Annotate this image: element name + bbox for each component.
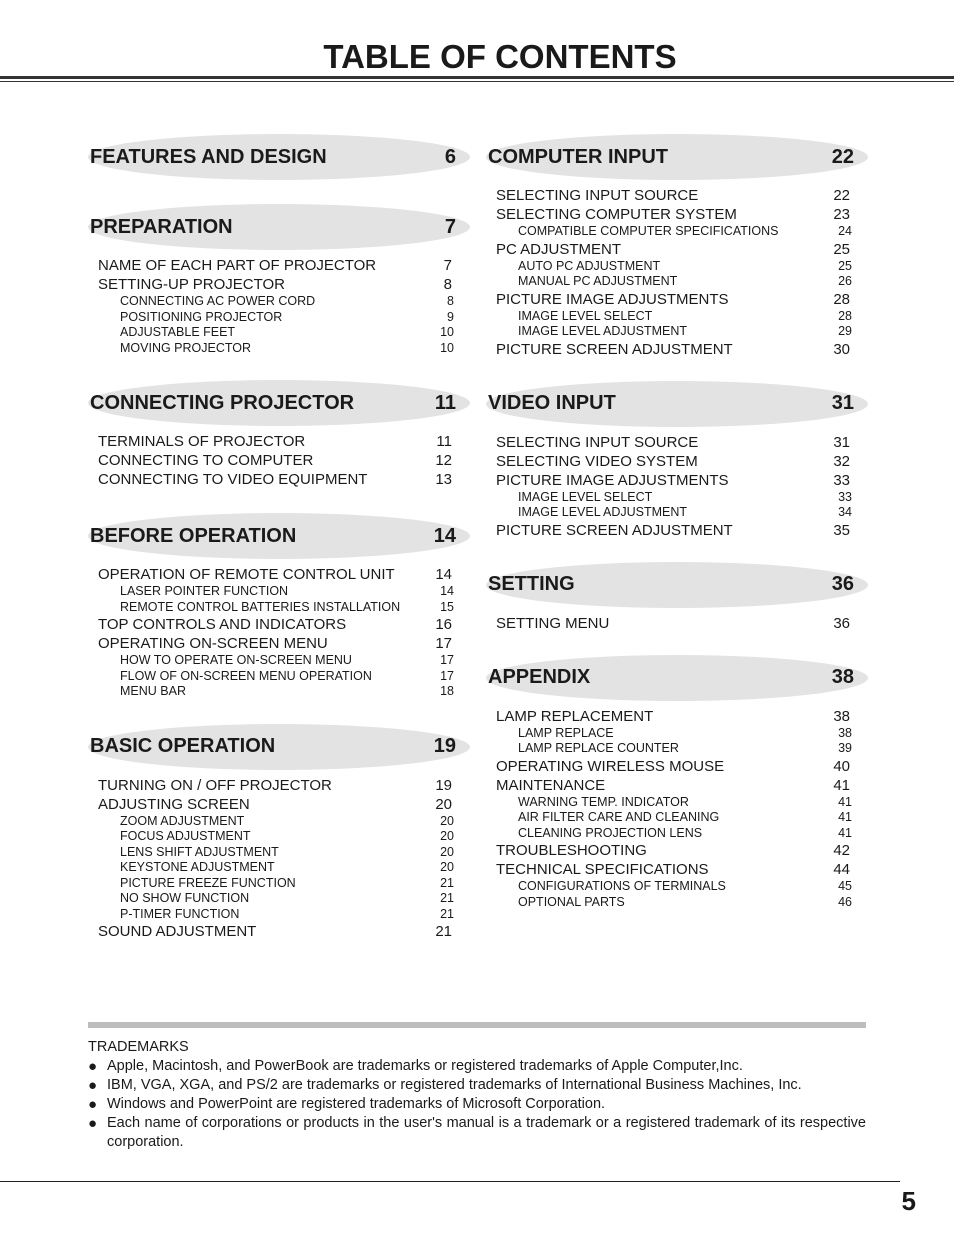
entry-label: MOVING PROJECTOR	[120, 340, 252, 355]
entry-label: NAME OF EACH PART OF PROJECTOR	[98, 257, 377, 274]
toc-entry[interactable]	[496, 757, 862, 776]
entry-label: OPTIONAL PARTS	[518, 894, 625, 909]
toc-entry[interactable]	[496, 290, 862, 309]
bullet-icon: ●	[88, 1115, 98, 1132]
trademarks-divider	[88, 1022, 866, 1028]
entry-page-number: 21	[440, 891, 454, 905]
entry-page-number: 25	[833, 240, 850, 258]
entry-page-number: 15	[440, 599, 454, 614]
toc-subentry[interactable]	[496, 895, 862, 911]
entry-page-number: 11	[436, 433, 452, 450]
toc-entry[interactable]	[496, 521, 862, 540]
entry-page-number: 17	[440, 668, 454, 683]
entry-page-number: 44	[833, 861, 850, 878]
toc-entry[interactable]	[496, 841, 862, 860]
section-entries	[88, 256, 464, 356]
entry-page-number: 8	[443, 276, 452, 293]
section-header[interactable]	[486, 562, 862, 608]
toc-section	[88, 724, 464, 942]
entry-page-number: 29	[838, 324, 852, 338]
entry-page-number: 28	[833, 290, 850, 308]
entry-label: P-TIMER FUNCTION	[120, 906, 240, 921]
toc-entry[interactable]	[98, 432, 464, 451]
entry-page-number: 28	[838, 308, 852, 323]
entry-label: CONNECTING AC POWER CORD	[120, 294, 316, 308]
section-header[interactable]	[88, 724, 464, 770]
section-title: SETTING	[488, 573, 575, 595]
toc-subentry[interactable]	[496, 259, 862, 275]
section-entries	[486, 186, 862, 359]
entry-page-number: 20	[435, 795, 452, 813]
page-title: TABLE OF CONTENTS	[323, 38, 677, 75]
bullet-icon: ●	[88, 1077, 98, 1094]
section-title: APPENDIX	[488, 666, 591, 688]
entry-label: PICTURE SCREEN ADJUSTMENT	[496, 521, 733, 539]
entry-label: AIR FILTER CARE AND CLEANING	[518, 810, 720, 824]
trademark-text: IBM, VGA, XGA, and PS/2 are trademarks or registered trademarks of International Business Machines, Inc.	[107, 1077, 802, 1093]
toc-entry[interactable]	[496, 340, 862, 359]
entry-page-number: 31	[833, 433, 850, 451]
entry-label: PICTURE FREEZE FUNCTION	[120, 875, 296, 890]
page-number: 5	[901, 1186, 916, 1216]
section-page-number: 31	[831, 392, 854, 414]
entry-label: SETTING-UP PROJECTOR	[98, 276, 285, 293]
entry-label: LAMP REPLACE	[518, 725, 614, 740]
toc-subentry[interactable]	[98, 341, 464, 357]
section-page-number: 14	[433, 524, 456, 547]
entry-label: LAMP REPLACE COUNTER	[518, 741, 679, 755]
entry-page-number: 19	[435, 776, 452, 794]
toc-subentry[interactable]	[98, 310, 464, 326]
entry-label: SELECTING INPUT SOURCE	[496, 187, 699, 204]
toc-subentry[interactable]	[98, 860, 464, 876]
entry-page-number: 10	[440, 325, 454, 339]
toc-subentry[interactable]	[98, 600, 464, 616]
entry-label: IMAGE LEVEL ADJUSTMENT	[518, 505, 688, 519]
entry-label: ZOOM ADJUSTMENT	[120, 813, 245, 828]
section-page-number: 7	[444, 215, 456, 238]
toc-subentry[interactable]	[496, 505, 862, 521]
entry-label: ADJUSTABLE FEET	[120, 325, 236, 339]
section-title: BEFORE OPERATION	[90, 524, 297, 547]
toc-subentry[interactable]	[98, 294, 464, 310]
entry-page-number: 9	[447, 309, 454, 324]
entry-label: FLOW OF ON-SCREEN MENU OPERATION	[120, 668, 372, 683]
section-entries	[486, 614, 862, 633]
toc-subentry[interactable]	[98, 653, 464, 669]
entry-page-number: 22	[833, 187, 850, 204]
entry-page-number: 14	[440, 584, 454, 598]
trademarks-section	[88, 1022, 866, 1152]
trademark-text: Each name of corporations or products in the user's manual is a trademark or a registered trademark of its respective corporation.	[107, 1115, 866, 1150]
entry-page-number: 25	[838, 258, 852, 273]
entry-page-number: 42	[833, 842, 850, 859]
toc-entry[interactable]	[98, 922, 464, 941]
section-header[interactable]	[486, 381, 862, 427]
entry-label: LENS SHIFT ADJUSTMENT	[120, 844, 279, 859]
entry-page-number: 41	[838, 794, 852, 809]
entry-label: TURNING ON / OFF PROJECTOR	[98, 776, 332, 794]
section-header[interactable]	[88, 380, 464, 426]
section-page-number: 11	[434, 391, 456, 414]
section-title: BASIC OPERATION	[90, 735, 276, 757]
toc-subentry[interactable]	[496, 879, 862, 895]
toc-entry[interactable]	[496, 860, 862, 879]
toc-entry[interactable]	[496, 240, 862, 259]
entry-page-number: 36	[833, 614, 850, 632]
toc-entry[interactable]	[98, 776, 464, 795]
entry-label: HOW TO OPERATE ON-SCREEN MENU	[120, 653, 352, 667]
entry-label: CLEANING PROJECTION LENS	[518, 825, 703, 840]
entry-label: COMPATIBLE COMPUTER SPECIFICATIONS	[518, 224, 779, 238]
toc-subentry[interactable]	[98, 814, 464, 830]
section-title: FEATURES AND DESIGN	[90, 145, 327, 168]
toc-entry[interactable]	[496, 452, 862, 471]
entry-label: SELECTING VIDEO SYSTEM	[496, 452, 698, 470]
section-title: CONNECTING PROJECTOR	[90, 391, 355, 414]
entry-label: TECHNICAL SPECIFICATIONS	[496, 861, 709, 878]
toc-section	[486, 134, 862, 359]
entry-page-number: 18	[440, 684, 454, 698]
toc-subentry[interactable]	[496, 726, 862, 742]
section-page-number: 36	[831, 573, 854, 595]
entry-page-number: 12	[435, 452, 452, 469]
entry-page-number: 20	[440, 844, 454, 859]
section-page-number: 6	[444, 145, 456, 168]
toc-subentry[interactable]	[98, 669, 464, 685]
entry-page-number: 21	[440, 906, 454, 921]
footer-divider	[0, 1181, 900, 1182]
entry-label: SOUND ADJUSTMENT	[98, 923, 257, 940]
toc-entry[interactable]	[98, 451, 464, 470]
entry-label: OPERATING ON-SCREEN MENU	[98, 635, 328, 652]
toc-subentry[interactable]	[496, 309, 862, 325]
entry-page-number: 38	[838, 725, 852, 740]
entry-label: CONNECTING TO COMPUTER	[98, 452, 314, 469]
trademark-item	[88, 1057, 866, 1076]
entry-page-number: 39	[838, 741, 852, 755]
toc-subentry[interactable]	[496, 490, 862, 506]
section-header[interactable]	[88, 513, 464, 559]
section-header[interactable]	[88, 204, 464, 250]
entry-page-number: 40	[833, 757, 850, 775]
entry-label: OPERATION OF REMOTE CONTROL UNIT	[98, 566, 395, 583]
entry-label: MANUAL PC ADJUSTMENT	[518, 274, 678, 288]
entry-page-number: 13	[435, 471, 452, 488]
toc-entry[interactable]	[496, 433, 862, 452]
toc-section	[88, 204, 464, 356]
section-header[interactable]	[486, 655, 862, 701]
entry-label: MAINTENANCE	[496, 776, 606, 794]
toc-subentry[interactable]	[496, 810, 862, 826]
toc-subentry[interactable]	[98, 684, 464, 700]
entry-label: NO SHOW FUNCTION	[120, 891, 250, 905]
toc-subentry[interactable]	[98, 891, 464, 907]
toc-subentry[interactable]	[98, 876, 464, 892]
section-entries	[88, 432, 464, 489]
entry-page-number: 30	[833, 340, 850, 358]
toc-subentry[interactable]	[496, 274, 862, 290]
entry-label: KEYSTONE ADJUSTMENT	[120, 860, 275, 874]
toc-subentry[interactable]	[496, 795, 862, 811]
trademark-item	[88, 1076, 866, 1095]
toc-section	[486, 381, 862, 540]
toc-entry[interactable]	[496, 707, 862, 726]
toc-section	[486, 655, 862, 911]
toc-left-column	[88, 134, 464, 941]
entry-page-number: 41	[838, 825, 852, 840]
section-header[interactable]	[486, 134, 862, 180]
entry-label: TERMINALS OF PROJECTOR	[98, 433, 306, 450]
entry-label: REMOTE CONTROL BATTERIES INSTALLATION	[120, 599, 401, 614]
entry-page-number: 16	[435, 616, 452, 633]
section-title: VIDEO INPUT	[488, 392, 616, 414]
entry-label: ADJUSTING SCREEN	[98, 795, 250, 813]
section-entries	[88, 565, 464, 700]
toc-subentry[interactable]	[98, 907, 464, 923]
entry-page-number: 20	[440, 829, 454, 843]
entry-label: PICTURE SCREEN ADJUSTMENT	[496, 340, 733, 358]
trademark-text: Apple, Macintosh, and PowerBook are trademarks or registered trademarks of Apple Computer,Inc.	[107, 1058, 743, 1074]
entry-page-number: 34	[838, 505, 852, 519]
toc-entry[interactable]	[496, 186, 862, 205]
toc-entry[interactable]	[496, 776, 862, 795]
entry-label: CONFIGURATIONS OF TERMINALS	[518, 879, 726, 893]
section-page-number: 22	[831, 145, 854, 168]
toc-entry[interactable]	[98, 615, 464, 634]
toc-subentry[interactable]	[98, 584, 464, 600]
toc-entry[interactable]	[98, 634, 464, 653]
entry-label: IMAGE LEVEL SELECT	[518, 308, 653, 323]
bullet-icon: ●	[88, 1058, 98, 1075]
trademark-item	[88, 1095, 866, 1114]
section-title: COMPUTER INPUT	[488, 145, 668, 168]
toc-section	[88, 513, 464, 700]
toc-entry[interactable]	[98, 795, 464, 814]
toc-subentry[interactable]	[98, 829, 464, 845]
toc-subentry[interactable]	[496, 324, 862, 340]
entry-page-number: 45	[838, 879, 852, 893]
trademarks-heading: TRADEMARKS	[88, 1039, 189, 1055]
entry-label: LAMP REPLACEMENT	[496, 707, 654, 725]
section-entries	[88, 776, 464, 942]
entry-label: OPERATING WIRELESS MOUSE	[496, 757, 725, 775]
toc-entry[interactable]	[98, 256, 464, 275]
entry-label: FOCUS ADJUSTMENT	[120, 829, 251, 843]
entry-page-number: 41	[833, 776, 850, 794]
entry-page-number: 38	[833, 707, 850, 725]
entry-page-number: 46	[838, 894, 852, 909]
entry-label: SETTING MENU	[496, 614, 610, 632]
entry-page-number: 32	[833, 452, 850, 470]
entry-label: SELECTING INPUT SOURCE	[496, 433, 699, 451]
toc-section	[486, 562, 862, 633]
entry-label: PC ADJUSTMENT	[496, 240, 622, 258]
entry-page-number: 33	[833, 471, 850, 489]
section-title: PREPARATION	[90, 215, 233, 238]
entry-label: POSITIONING PROJECTOR	[120, 309, 283, 324]
toc-section	[88, 380, 464, 489]
section-header[interactable]	[88, 134, 464, 180]
toc-subentry[interactable]	[98, 325, 464, 341]
section-entries	[486, 707, 862, 911]
toc-subentry[interactable]	[98, 845, 464, 861]
entry-page-number: 35	[833, 521, 850, 539]
entry-page-number: 8	[447, 294, 454, 308]
bullet-icon: ●	[88, 1096, 98, 1113]
entry-page-number: 17	[435, 635, 452, 652]
entry-label: TOP CONTROLS AND INDICATORS	[98, 616, 347, 633]
entry-page-number: 23	[833, 206, 850, 223]
entry-label: IMAGE LEVEL SELECT	[518, 489, 653, 504]
entry-page-number: 20	[440, 860, 454, 874]
toc-subentry[interactable]	[496, 826, 862, 842]
entry-page-number: 24	[838, 224, 852, 238]
entry-page-number: 21	[440, 875, 454, 890]
entry-page-number: 41	[838, 810, 852, 824]
toc-subentry[interactable]	[496, 224, 862, 240]
section-page-number: 38	[831, 666, 854, 688]
entry-page-number: 20	[440, 813, 454, 828]
entry-label: AUTO PC ADJUSTMENT	[518, 258, 661, 273]
toc-entry[interactable]	[98, 275, 464, 294]
toc-section	[88, 134, 464, 180]
toc-subentry[interactable]	[496, 741, 862, 757]
section-page-number: 19	[433, 735, 456, 757]
toc-entry[interactable]	[496, 614, 862, 633]
entry-page-number: 33	[838, 489, 852, 504]
entry-label: CONNECTING TO VIDEO EQUIPMENT	[98, 471, 368, 488]
entry-page-number: 7	[443, 257, 452, 274]
trademarks-list	[88, 1057, 866, 1152]
toc-entry[interactable]	[496, 205, 862, 224]
entry-label: LASER POINTER FUNCTION	[120, 584, 289, 598]
entry-page-number: 26	[838, 274, 852, 288]
entry-label: PICTURE IMAGE ADJUSTMENTS	[496, 290, 729, 308]
trademark-item	[88, 1114, 866, 1152]
entry-label: WARNING TEMP. INDICATOR	[518, 794, 689, 809]
toc-right-column	[486, 134, 862, 910]
entry-label: MENU BAR	[120, 684, 186, 698]
entry-label: PICTURE IMAGE ADJUSTMENTS	[496, 471, 729, 489]
entry-page-number: 14	[435, 566, 452, 583]
trademark-text: Windows and PowerPoint are registered trademarks of Microsoft Corporation.	[107, 1096, 606, 1112]
toc-entry[interactable]	[98, 565, 464, 584]
entry-page-number: 17	[440, 653, 454, 667]
section-entries	[486, 433, 862, 540]
entry-page-number: 21	[435, 923, 452, 940]
toc-entry[interactable]	[98, 470, 464, 489]
entry-label: TROUBLESHOOTING	[496, 842, 647, 859]
title-divider	[0, 76, 954, 82]
entry-page-number: 10	[440, 340, 454, 355]
toc-entry[interactable]	[496, 471, 862, 490]
entry-label: IMAGE LEVEL ADJUSTMENT	[518, 324, 688, 338]
entry-label: SELECTING COMPUTER SYSTEM	[496, 206, 737, 223]
